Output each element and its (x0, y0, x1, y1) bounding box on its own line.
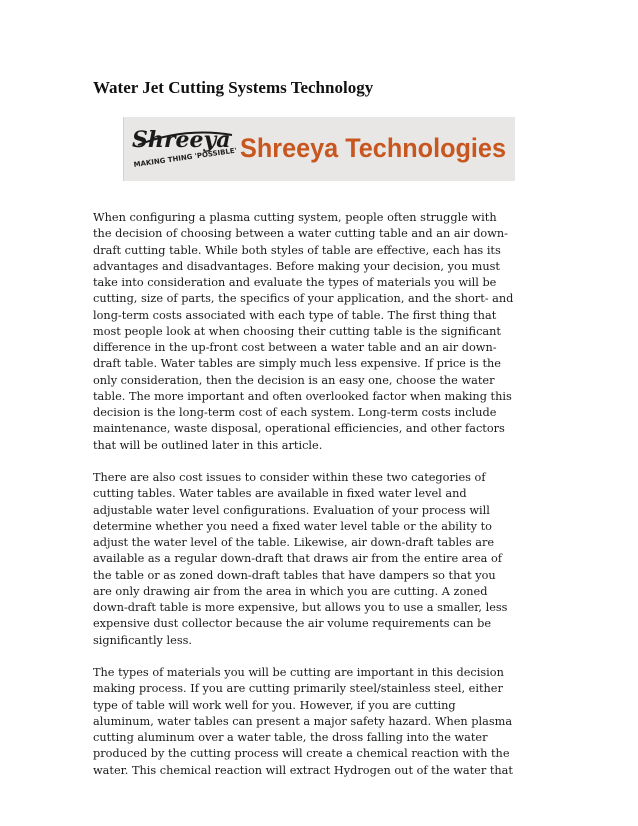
text-line: take into consideration and evaluate the types of materials you will be (93, 276, 497, 289)
logo-script-text: Shreeya (132, 127, 231, 153)
text-line: that will be outlined later in this article. (93, 438, 323, 452)
text-line: draft table. Water tables are simply much less expensive. If price is the (93, 357, 501, 371)
article-body (93, 210, 549, 795)
text-line: adjust the water level of the table. Likewise, air down-draft tables are (93, 536, 495, 549)
paragraph-3 (93, 665, 549, 779)
paragraph-1 (93, 210, 549, 454)
text-line: produced by the cutting process will create a chemical reaction with the (93, 747, 510, 761)
text-line: maintenance, waste disposal, operational efficiencies, and other factors (93, 422, 505, 436)
text-line: difference in the up-front cost between a water table and an air down- (93, 341, 497, 354)
text-line: the decision of choosing between a water cutting table and an air down- (93, 227, 508, 241)
text-line: type of table will work well for you. However, if you are cutting (93, 698, 456, 712)
text-line: making process. If you are cutting primarily steel/stainless steel, either (93, 682, 503, 696)
text-line: cutting tables. Water tables are available in fixed water level and (93, 487, 467, 501)
text-line: There are also cost issues to consider within these two categories of (93, 471, 486, 484)
text-line: are only drawing air from the area in which you are cutting. A zoned (93, 584, 488, 598)
text-line: The types of materials you will be cutting are important in this decision (93, 666, 504, 679)
text-line: water. This chemical reaction will extract Hydrogen out of the water that (93, 763, 513, 777)
text-line: down-draft table is more expensive, but allows you to use a smaller, less (93, 601, 508, 614)
text-line: adjustable water level configurations. Evaluation of your process will (93, 503, 490, 517)
logo-tagline: MAKING THING 'POSSIBLE' (133, 146, 238, 169)
text-line: expensive dust collector because the air volume requirements can be (93, 617, 492, 631)
text-line: most people look at when choosing their cutting table is the significant (93, 324, 501, 338)
text-line: table. The more important and often overlooked factor when making this (93, 389, 512, 403)
text-line: aluminum, water tables can present a major safety hazard. When plasma (93, 714, 513, 728)
text-line: When configuring a plasma cutting system, people often struggle with (93, 211, 497, 224)
text-line: cutting aluminum over a water table, the dross falling into the water (93, 731, 488, 744)
text-line: available as a regular down-draft that draws air from the entire area of (93, 552, 502, 566)
text-line: draft cutting table. While both styles of table are effective, each has its (93, 243, 501, 257)
logo-graphic (124, 117, 515, 181)
document-title: Water Jet Cutting Systems Technology (93, 78, 374, 97)
paragraph-2 (93, 470, 549, 649)
company-logo (123, 117, 515, 181)
text-line: significantly less. (93, 633, 193, 647)
text-line: advantages and disadvantages. Before making your decision, you must (93, 259, 500, 273)
text-line: determine whether you need a fixed water level table or the ability to (93, 519, 492, 533)
text-line: cutting, size of parts, the specifics of your application, and the short- and (93, 292, 514, 306)
logo-company-name: Shreeya Technologies (240, 133, 506, 163)
text-line: the table or as zoned down-draft tables that have dampers so that you (93, 568, 496, 582)
text-line: decision is the long-term cost of each system. Long-term costs include (93, 406, 497, 419)
text-line: long-term costs associated with each type of table. The first thing that (93, 308, 497, 322)
text-line: only consideration, then the decision is an easy one, choose the water (93, 373, 495, 387)
